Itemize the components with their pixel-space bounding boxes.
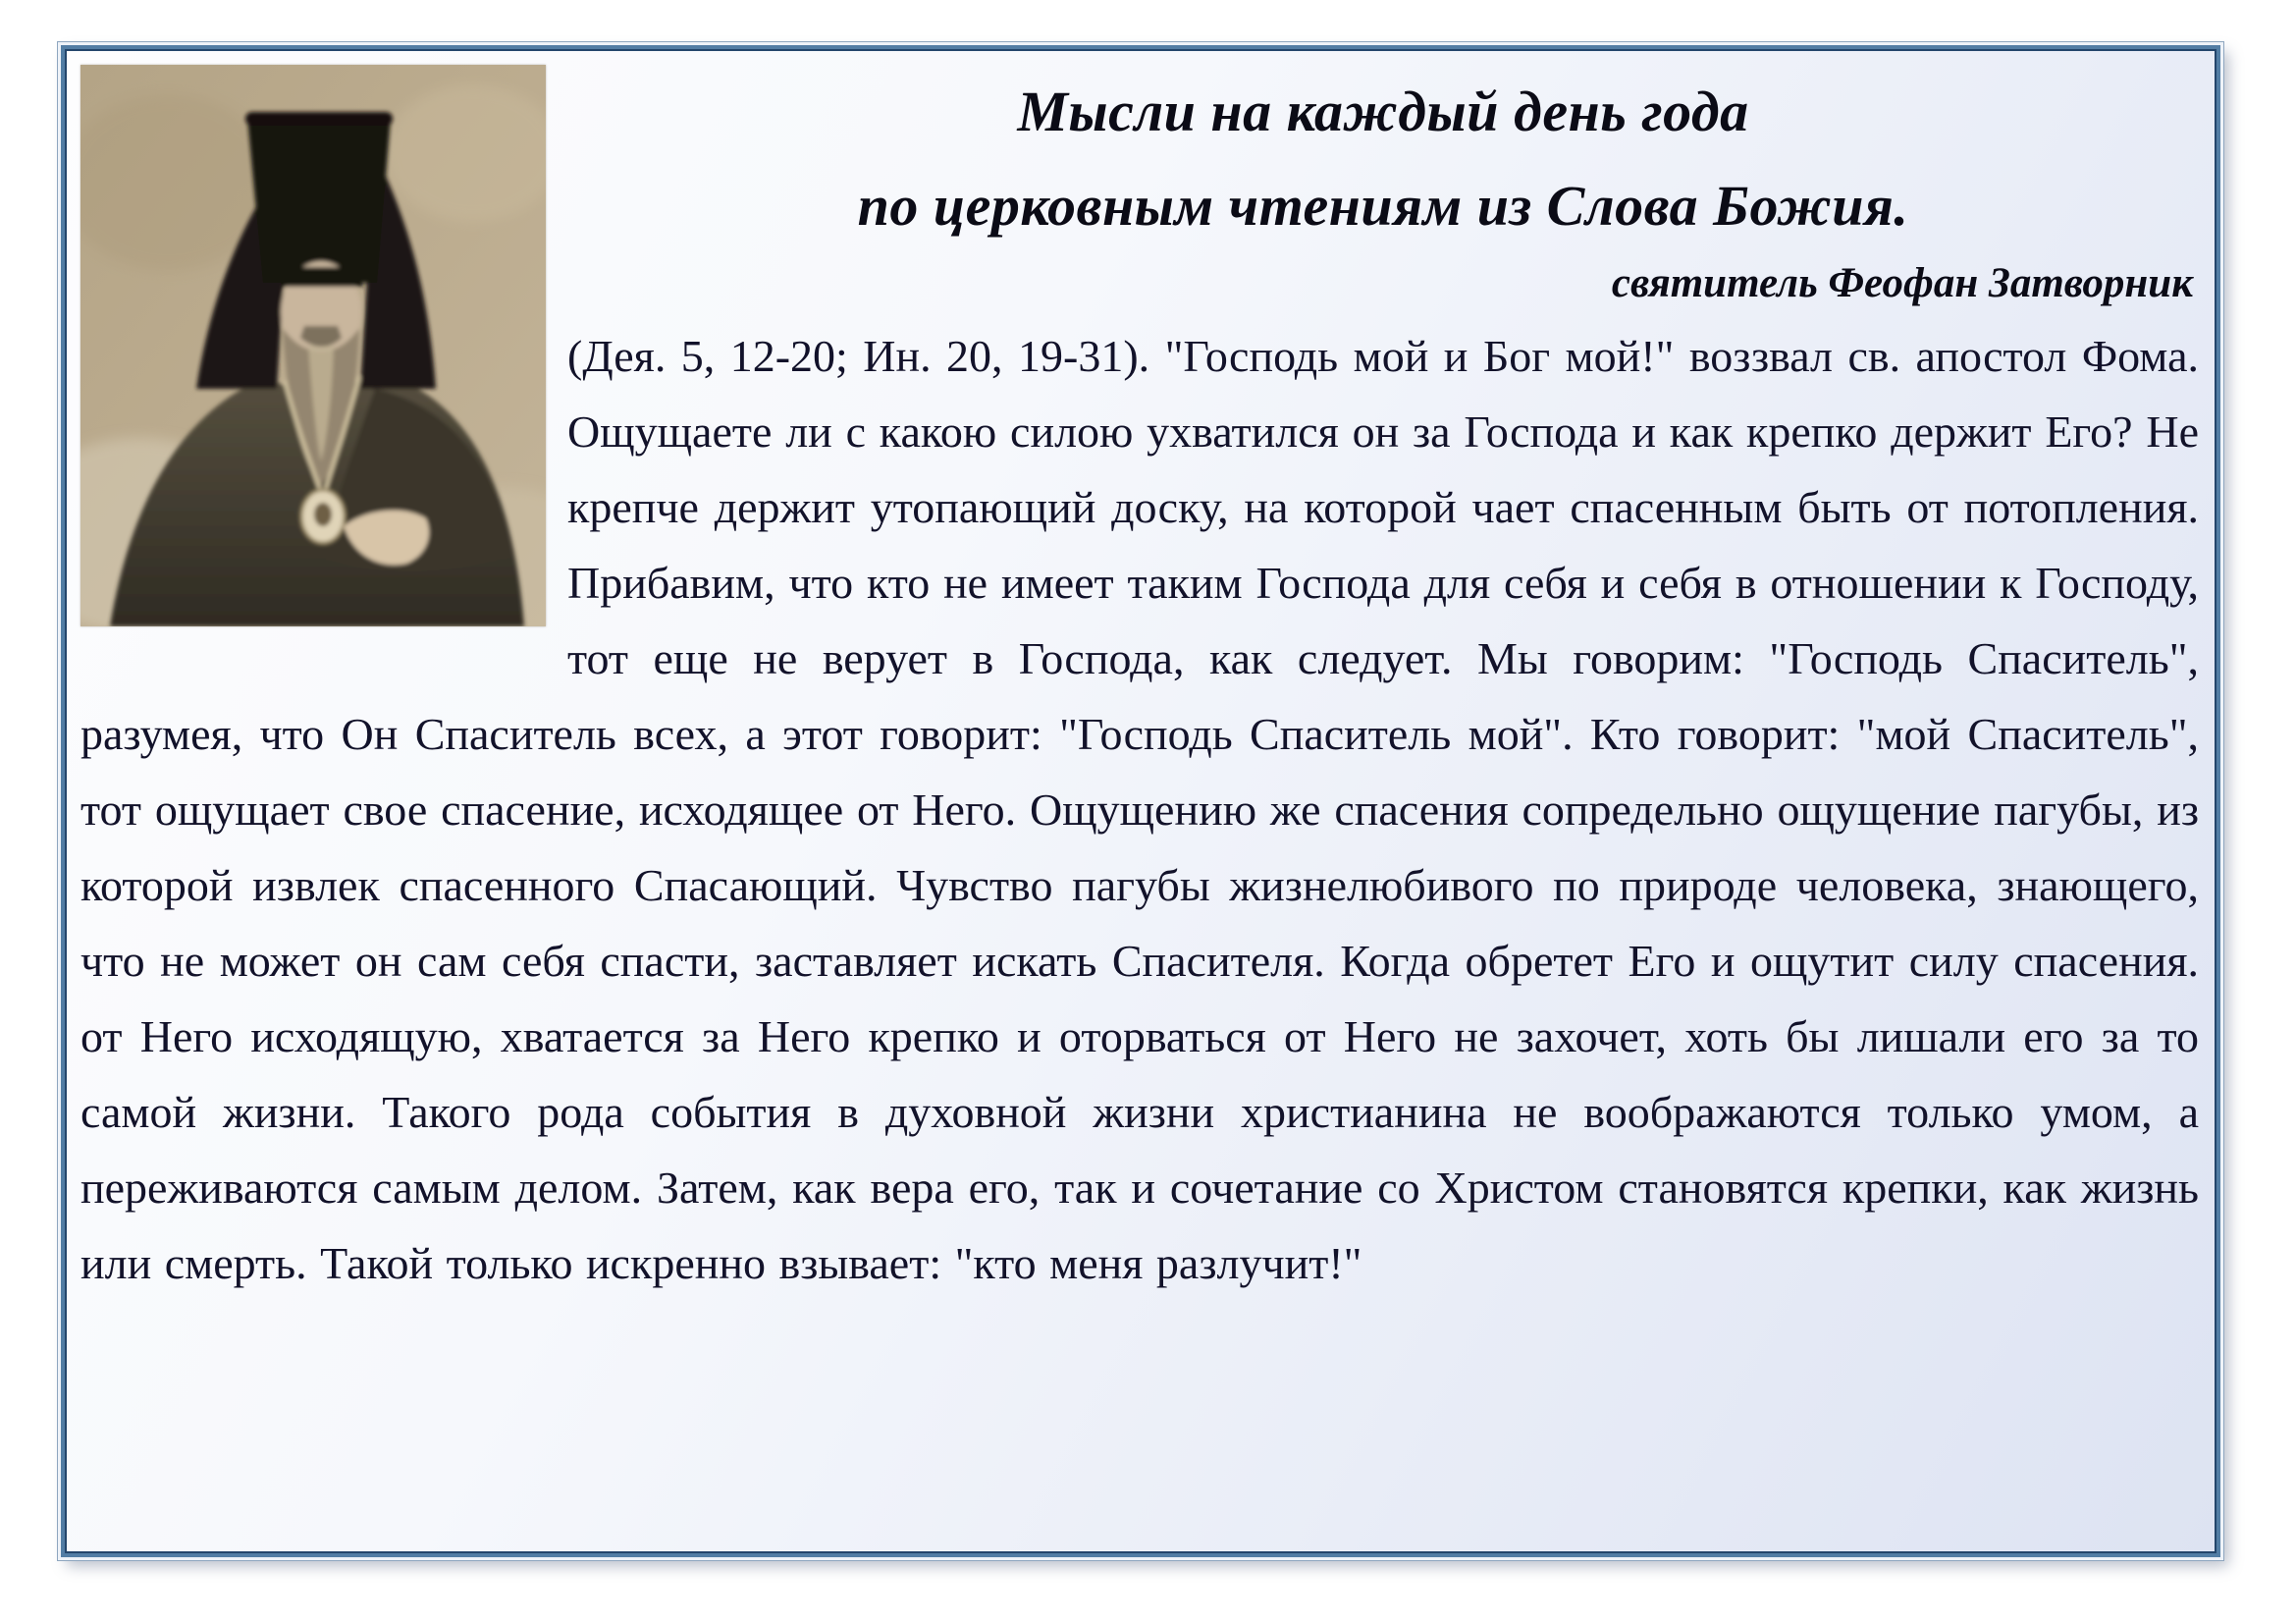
decorative-blue-frame xyxy=(65,49,2216,1553)
page-title-line2: по церковным чтениям из Слова Божия. xyxy=(857,174,1909,239)
page-title-line1: Мысли на каждый день года xyxy=(1017,80,1749,143)
body-paragraph: (Дея. 5, 12-20; Ин. 20, 19-31). "Господь мой и Бог мой!" воззвал св. апостол Фома. Ощущаете ли с какою силою ухватился он за Господа и как крепко держит Его? Не крепче держит утопающий доску, на которой чает спасенным быть от потопления. Прибавим, что кто не имеет таким Господа для себя и себя в отношении к Господу, тот еще не верует в Господа, как следует. Мы говорим: "Господь Спаситель", разумея, что Он Спаситель всех, а этот говорит: "Господь Спаситель мой". Кто говорит: "мой Спаситель", тот ощущает свое спасение, исходящее от Него. Ощущению же спасения сопредельно ощущение пагубы, из которой извлек спасенного Спасающий. Чувство пагубы жизнелюбивого по природе человека, знающего, что не может он сам себя спасти, заставляет искать Спасителя. Когда обретет Его и ощутит силу спасения. от Него исходящую, хватается за Него крепко и оторваться от Него не захочет, хоть бы лишали его за то самой жизни. Такого рода события в духовной жизни христианина не воображаются только умом, а переживаются самым делом. Затем, как вера его, так и сочетание со Христом становятся крепки, как жизнь или смерть. Такой только искренно взывает: "кто меня разлучит!" xyxy=(80,331,2199,1289)
portrait-photo xyxy=(80,65,546,626)
author-subtitle: святитель Феофан Затворник xyxy=(1611,259,2193,306)
document-content xyxy=(67,51,2215,1551)
portrait-photo-drawing xyxy=(80,65,546,626)
